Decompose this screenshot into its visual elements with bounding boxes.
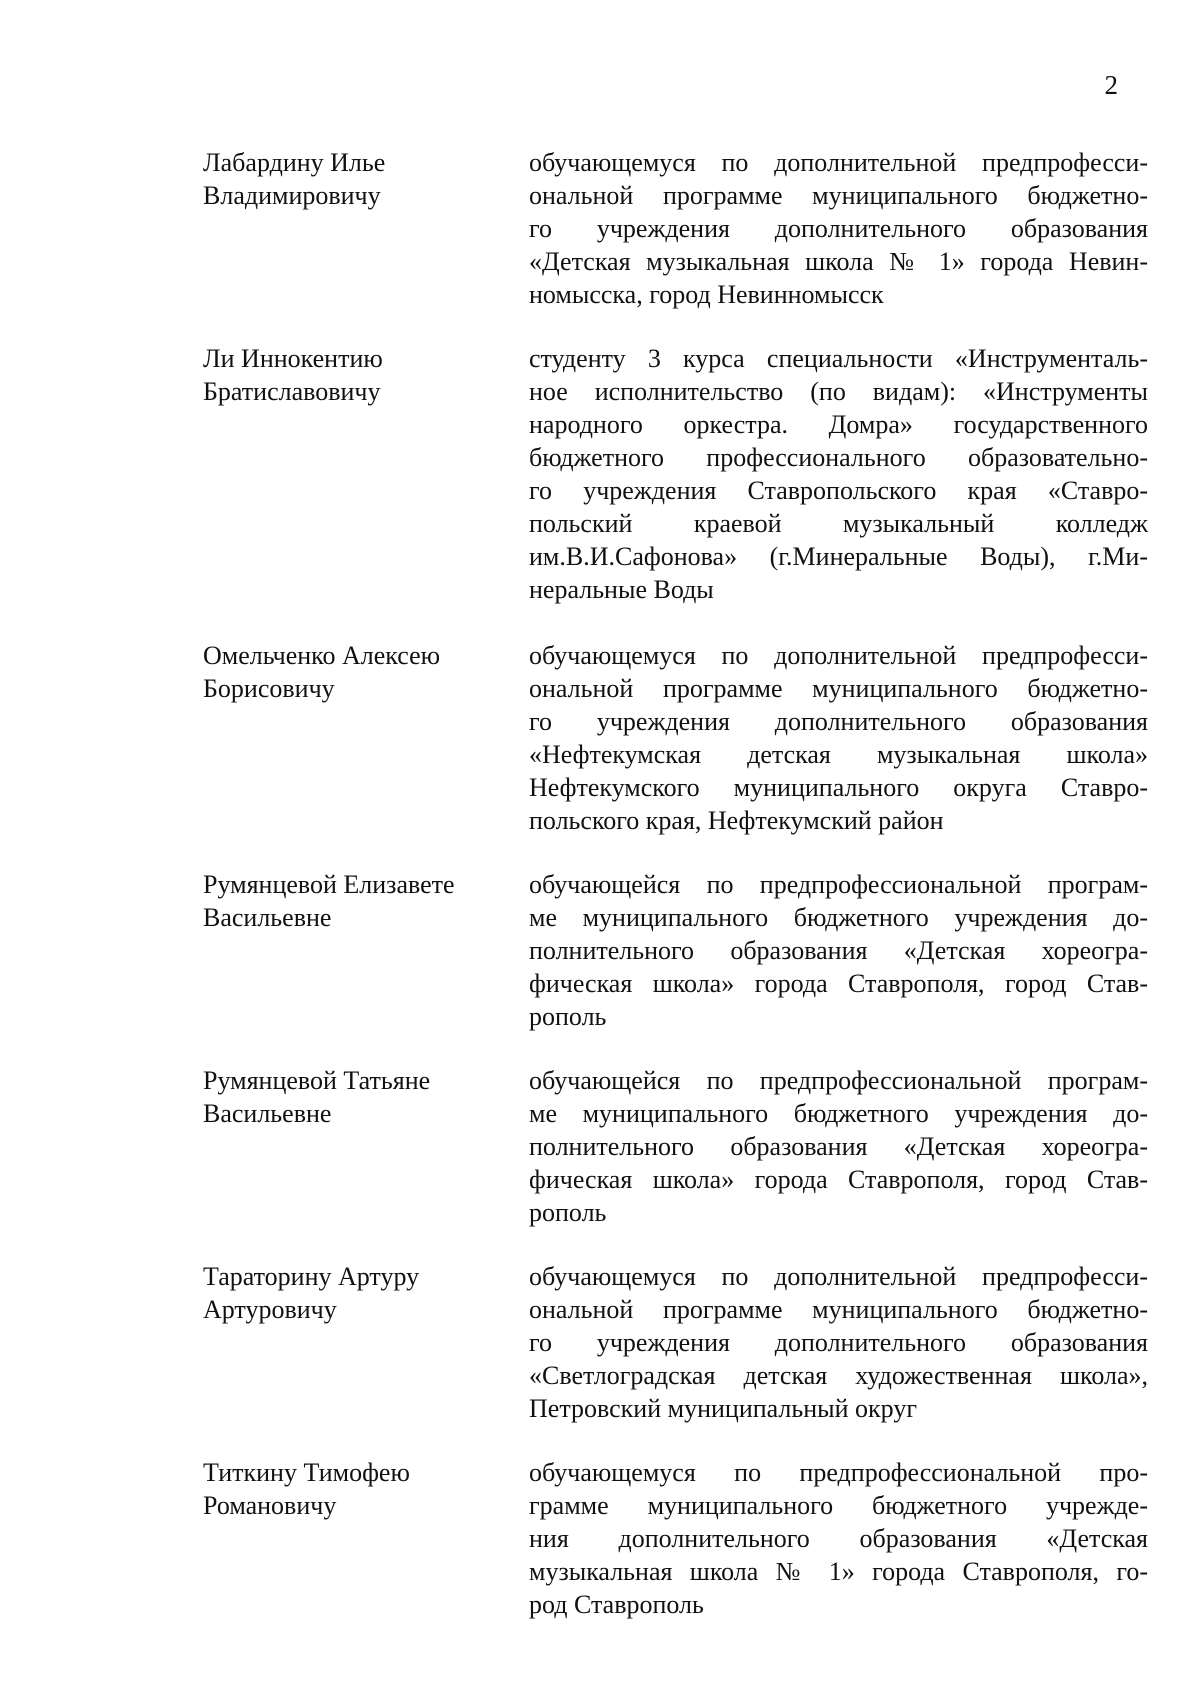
description-line: фическая школа» города Ставрополя, город Став-: [529, 1165, 1148, 1194]
recipient-description: [529, 1456, 1148, 1621]
recipient-name-line: Артуровичу: [203, 1295, 337, 1324]
description-line: музыкальная школа № 1» города Ставрополя, го-: [529, 1557, 1148, 1586]
description-line: польского края, Нефтекумский район: [529, 806, 944, 835]
description-line: польский краевой музыкальный колледж: [529, 509, 1148, 538]
description-line: го учреждения дополнительного образования: [529, 1328, 1148, 1357]
recipient-name: [203, 639, 529, 705]
recipient-name: [203, 868, 529, 934]
recipient-description: [529, 146, 1148, 311]
description-line: номысска, город Невинномысск: [529, 280, 884, 309]
recipient-name: [203, 1064, 529, 1130]
recipient-name-line: Романовичу: [203, 1491, 337, 1520]
recipient-name-line: Борисовичу: [203, 674, 335, 703]
recipient-name-line: Васильевне: [203, 1099, 332, 1128]
list-entry: [203, 1064, 1148, 1229]
recipient-name-line: Омельченко Алексею: [203, 641, 441, 670]
description-line: рополь: [529, 1198, 607, 1227]
list-entry: [203, 342, 1148, 606]
description-line: фическая школа» города Ставрополя, город Став-: [529, 969, 1148, 998]
recipient-description: [529, 868, 1148, 1033]
recipient-name-line: Ли Иннокентию: [203, 344, 383, 373]
description-line: ме муниципального бюджетного учреждения до-: [529, 903, 1148, 932]
description-line: ме муниципального бюджетного учреждения до-: [529, 1099, 1148, 1128]
recipient-name: [203, 1456, 529, 1522]
description-line: полнительного образования «Детская хореогра-: [529, 936, 1148, 965]
description-line: обучающейся по предпрофессиональной програм-: [529, 870, 1148, 899]
description-line: ональной программе муниципального бюджетно-: [529, 674, 1148, 703]
description-line: «Детская музыкальная школа № 1» города Невин-: [529, 247, 1148, 276]
description-line: неральные Воды: [529, 575, 714, 604]
recipient-description: [529, 1064, 1148, 1229]
description-line: бюджетного профессионального образовательно-: [529, 443, 1148, 472]
list-entry: [203, 1456, 1148, 1621]
description-line: ональной программе муниципального бюджетно-: [529, 1295, 1148, 1324]
description-line: ния дополнительного образования «Детская: [529, 1524, 1148, 1553]
description-line: обучающейся по предпрофессиональной програм-: [529, 1066, 1148, 1095]
description-line: род Ставрополь: [529, 1590, 704, 1619]
description-line: Нефтекумского муниципального округа Ставро-: [529, 773, 1148, 802]
recipient-name-line: Братиславовичу: [203, 377, 381, 406]
recipient-description: [529, 342, 1148, 606]
recipient-name-line: Васильевне: [203, 903, 332, 932]
list-entry: [203, 639, 1148, 837]
description-line: полнительного образования «Детская хореогра-: [529, 1132, 1148, 1161]
recipient-name-line: Владимировичу: [203, 181, 381, 210]
list-entry: [203, 146, 1148, 311]
recipient-description: [529, 1260, 1148, 1425]
recipient-name-line: Лабардину Илье: [203, 148, 386, 177]
recipient-name-line: Румянцевой Елизавете: [203, 870, 455, 899]
description-line: обучающемуся по дополнительной предпрофесси-: [529, 641, 1148, 670]
description-line: грамме муниципального бюджетного учрежде-: [529, 1491, 1148, 1520]
description-line: обучающемуся по дополнительной предпрофесси-: [529, 1262, 1148, 1291]
page-number: 2: [1104, 70, 1118, 100]
description-line: обучающемуся по дополнительной предпрофесси-: [529, 148, 1148, 177]
recipient-name: [203, 1260, 529, 1326]
description-line: народного оркестра. Домра» государственного: [529, 410, 1148, 439]
description-line: студенту 3 курса специальности «Инструменталь-: [529, 344, 1148, 373]
recipient-name-line: Тараторину Артуру: [203, 1262, 420, 1291]
description-line: «Нефтекумская детская музыкальная школа»: [529, 740, 1148, 769]
description-line: го учреждения Ставропольского края «Ставро-: [529, 476, 1148, 505]
description-line: рополь: [529, 1002, 607, 1031]
description-line: ональной программе муниципального бюджетно-: [529, 181, 1148, 210]
description-line: обучающемуся по предпрофессиональной про-: [529, 1458, 1148, 1487]
description-line: ное исполнительство (по видам): «Инструменты: [529, 377, 1148, 406]
recipient-name-line: Титкину Тимофею: [203, 1458, 410, 1487]
description-line: Петровский муниципальный округ: [529, 1394, 917, 1423]
list-entry: [203, 868, 1148, 1033]
recipient-name: [203, 146, 529, 212]
recipient-name: [203, 342, 529, 408]
description-line: «Светлоградская детская художественная школа»,: [529, 1361, 1148, 1390]
description-line: го учреждения дополнительного образования: [529, 214, 1148, 243]
recipient-description: [529, 639, 1148, 837]
recipient-name-line: Румянцевой Татьяне: [203, 1066, 431, 1095]
description-line: им.В.И.Сафонова» (г.Минеральные Воды), г.Ми-: [529, 542, 1148, 571]
list-entry: [203, 1260, 1148, 1425]
award-list: [203, 146, 1148, 1621]
description-line: го учреждения дополнительного образования: [529, 707, 1148, 736]
